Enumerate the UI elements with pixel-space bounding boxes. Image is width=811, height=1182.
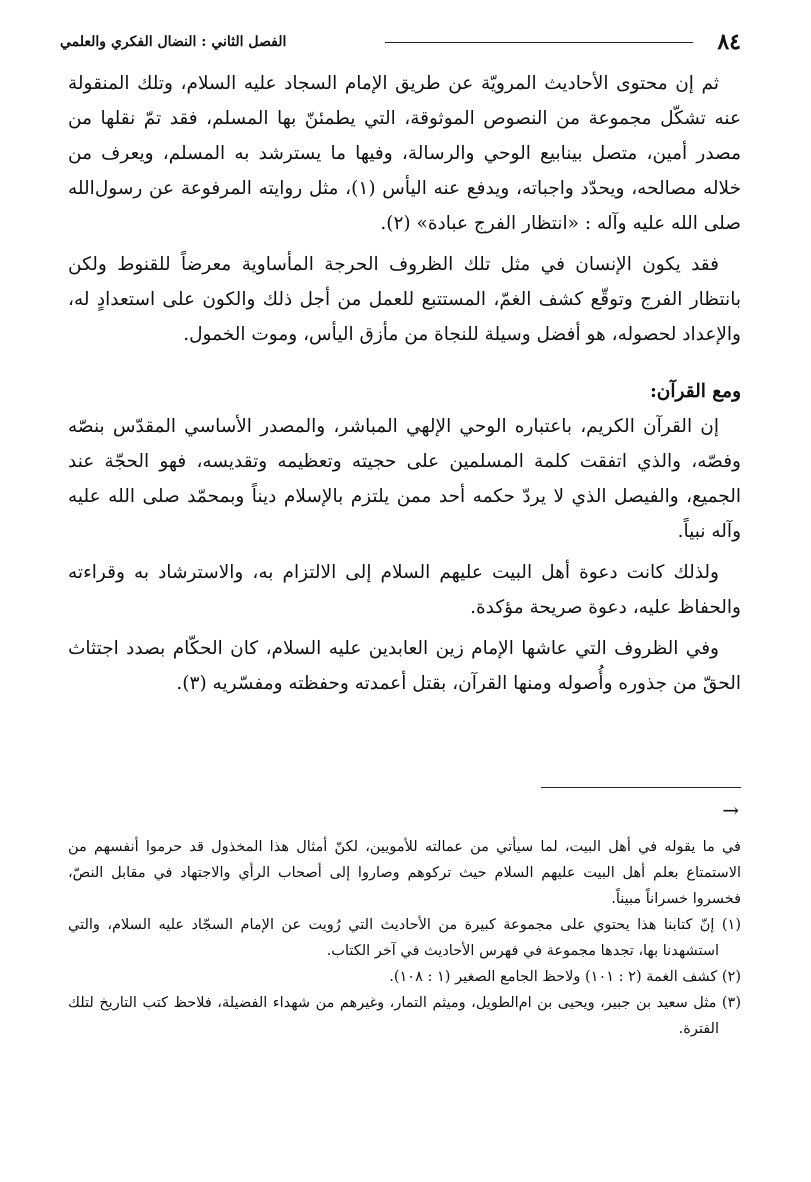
main-text [68,66,741,701]
footnote-3: (٣) مثل سعيد بن جبير، ويحيى بن ام‌الطويل، وميثم التمار، وغيرهم من شهداء الفضيلة، فلاحظ كتب التاريخ لتلك الفترة. [68,995,741,1037]
paragraph-ahl-al-bayt-call: ولذلك كانت دعوة أهل البيت عليهم السلام إلى الالتزام به، والاسترشاد به وقراءته والحفاظ عليه، دعوة صريحة مؤكدة. [68,562,741,618]
chapter-title: الفصل الثاني : النضال الفكري والعلمي [60,34,287,50]
paragraph-awaiting-relief: فقد يكون الإنسان في مثل تلك الظروف الحرجة المأساوية معرضاً للقنوط ولكن بانتظار الفرج وتوقّع كشف الغمّ، المستتبع للعمل من أجل ذلك والكون على استعدادٍ له، والإعداد لحصوله، هو أفضل وسيلة للنجاة من مأزق اليأس، وموت الخمول. [68,254,741,345]
header-rule [385,42,693,43]
footnote-continued: في ما يقوله في أهل البيت، لما سيأتي من عمالته للأمويين، لكنّ أمثال هذا المخذول قد حرموا أنفسهم من الاستمتاع بعلم أهل البيت عليهم السلام حيث تركوهم وصاروا إلى أصحاب الرأي والاجتهاد في مقابل النصّ، فخسروا خسراناً مبيناً. [68,839,741,907]
paragraph-hadith-content: ثم إن محتوى الأحاديث المرويّة عن طريق الإمام السجاد عليه السلام، وتلك المنقولة عنه تشكّل مجموعة من النصوص الموثوقة، التي يطمئنّ بها المسلم، فقد تمّ نقلها من مصدر أمين، متصل بينابيع الوحي والرسالة، وفيها ما يسترشد به المسلم، ويعرف من خلاله مصالحه، ويحدّد واجباته، ويدفع عنه اليأس (١)، مثل روايته المرفوعة عن رسول‌الله صلى الله عليه وآله : «انتظار الفرج عبادة» (٢). [68,73,742,234]
footnote-2: (٢) كشف الغمة (٢ : ١٠١) ولاحظ الجامع الصغير (١ : ١٠٨). [389,969,741,985]
footnote-1: (١) إنّ كتابنا هذا يحتوي على مجموعة كبيرة من الأحاديث التي رُويت عن الإمام السجّاد عليه السلام، والتي استشهدنا بها، تجدها مجموعة في فهرس الأحاديث في آخر الكتاب. [68,917,741,959]
paragraph-rulers-persecution: وفي الظروف التي عاشها الإمام زين العابدين عليه السلام، كان الحكّام بصدد اجتثاث الحقّ من جذوره وأُصوله ومنها القرآن، بقتل أعمدته وحفظته ومفسّريه (٣). [68,638,741,694]
continuation-arrow-icon: → [722,798,739,822]
footnotes [68,834,741,1042]
page-number: ٨٤ [717,29,741,55]
section-heading-quran: ومع القرآن: [649,381,741,402]
footnote-separator [541,787,741,788]
page-header [60,26,741,58]
paragraph-quran-authority: إن القرآن الكريم، باعتباره الوحي الإلهي المباشر، والمصدر الأساسي المقدّس بنصّه وفصّه، والذي اتفقت كلمة المسلمين على حجيته وتعظيمه وتقديسه، فهو الحجّة عند الجميع، والفيصل الذي لا يردّ حكمه أحد ممن يلتزم بالإسلام ديناً وبمحمّد صلى الله عليه وآله نبياً. [68,416,741,542]
